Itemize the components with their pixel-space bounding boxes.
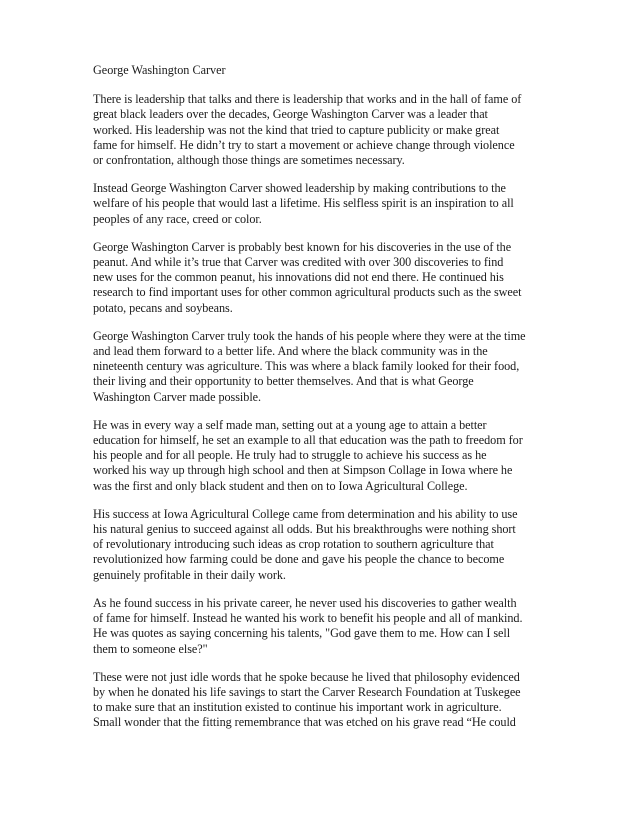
paragraph-6: His success at Iowa Agricultural College came from determination and his ability to use his natural genius to succeed against all odds. But his breakthroughs were nothing short of revolutionary introducing such ideas as crop rotation to southern agriculture that revolutionized how farming could be done and gave his people the chance to become genuinely profitable in their daily work.	[93, 506, 518, 582]
paragraph-2: Instead George Washington Carver showed leadership by making contributions to the welfare of his people that would last a lifetime. His selfless spirit is an inspiration to all peoples of any race, creed or color.	[93, 181, 514, 226]
paragraph-3: George Washington Carver is probably best known for his discoveries in the use of the peanut. And while it’s true that Carver was credited with over 300 discoveries to find new uses for the common peanut, his innovations did not end there. He continued his research to find important uses for other common agricultural products such as the sweet potato, pecans and soybeans.	[93, 239, 522, 315]
paragraph-4: George Washington Carver truly took the hands of his people where they were at the time and lead them forward to a better life. And where the black community was in the nineteenth century was agriculture. This was where a black family looked for their food, their living and their opportunity to better themselves. And that is what George Washington Carver made possible.	[93, 328, 526, 404]
document-page	[93, 63, 553, 744]
document-title: George Washington Carver	[93, 63, 226, 77]
paragraph-5: He was in every way a self made man, setting out at a young age to attain a better education for himself, he set an example to all that education was the path to freedom for his people and for all people. He truly had to struggle to achieve his success as he worked his way up through high school and then at Simpson Collage in Iowa where he was the first and only black student and then on to Iowa Agricultural College.	[93, 417, 523, 493]
paragraph-7: As he found success in his private career, he never used his discoveries to gather wealth of fame for himself. Instead he wanted his work to benefit his people and all of mankind. He was quotes as saying concerning his talents, "God gave them to me. How can I sell them to someone else?"	[93, 595, 523, 656]
paragraph-1: There is leadership that talks and there is leadership that works and in the hall of fame of great black leaders over the decades, George Washington Carver was a leader that worked. His leadership was not the kind that tried to capture publicity or make great fame for himself. He didn’t try to start a movement or achieve change through violence or confrontation, although those things are sometimes necessary.	[93, 92, 522, 168]
paragraph-8: These were not just idle words that he spoke because he lived that philosophy evidenced by when he donated his life savings to start the Carver Research Foundation at Tuskegee to make sure that an institution existed to continue his important work in agriculture. Small wonder that the fitting remembrance that was etched on his grave read “He could	[93, 669, 521, 730]
